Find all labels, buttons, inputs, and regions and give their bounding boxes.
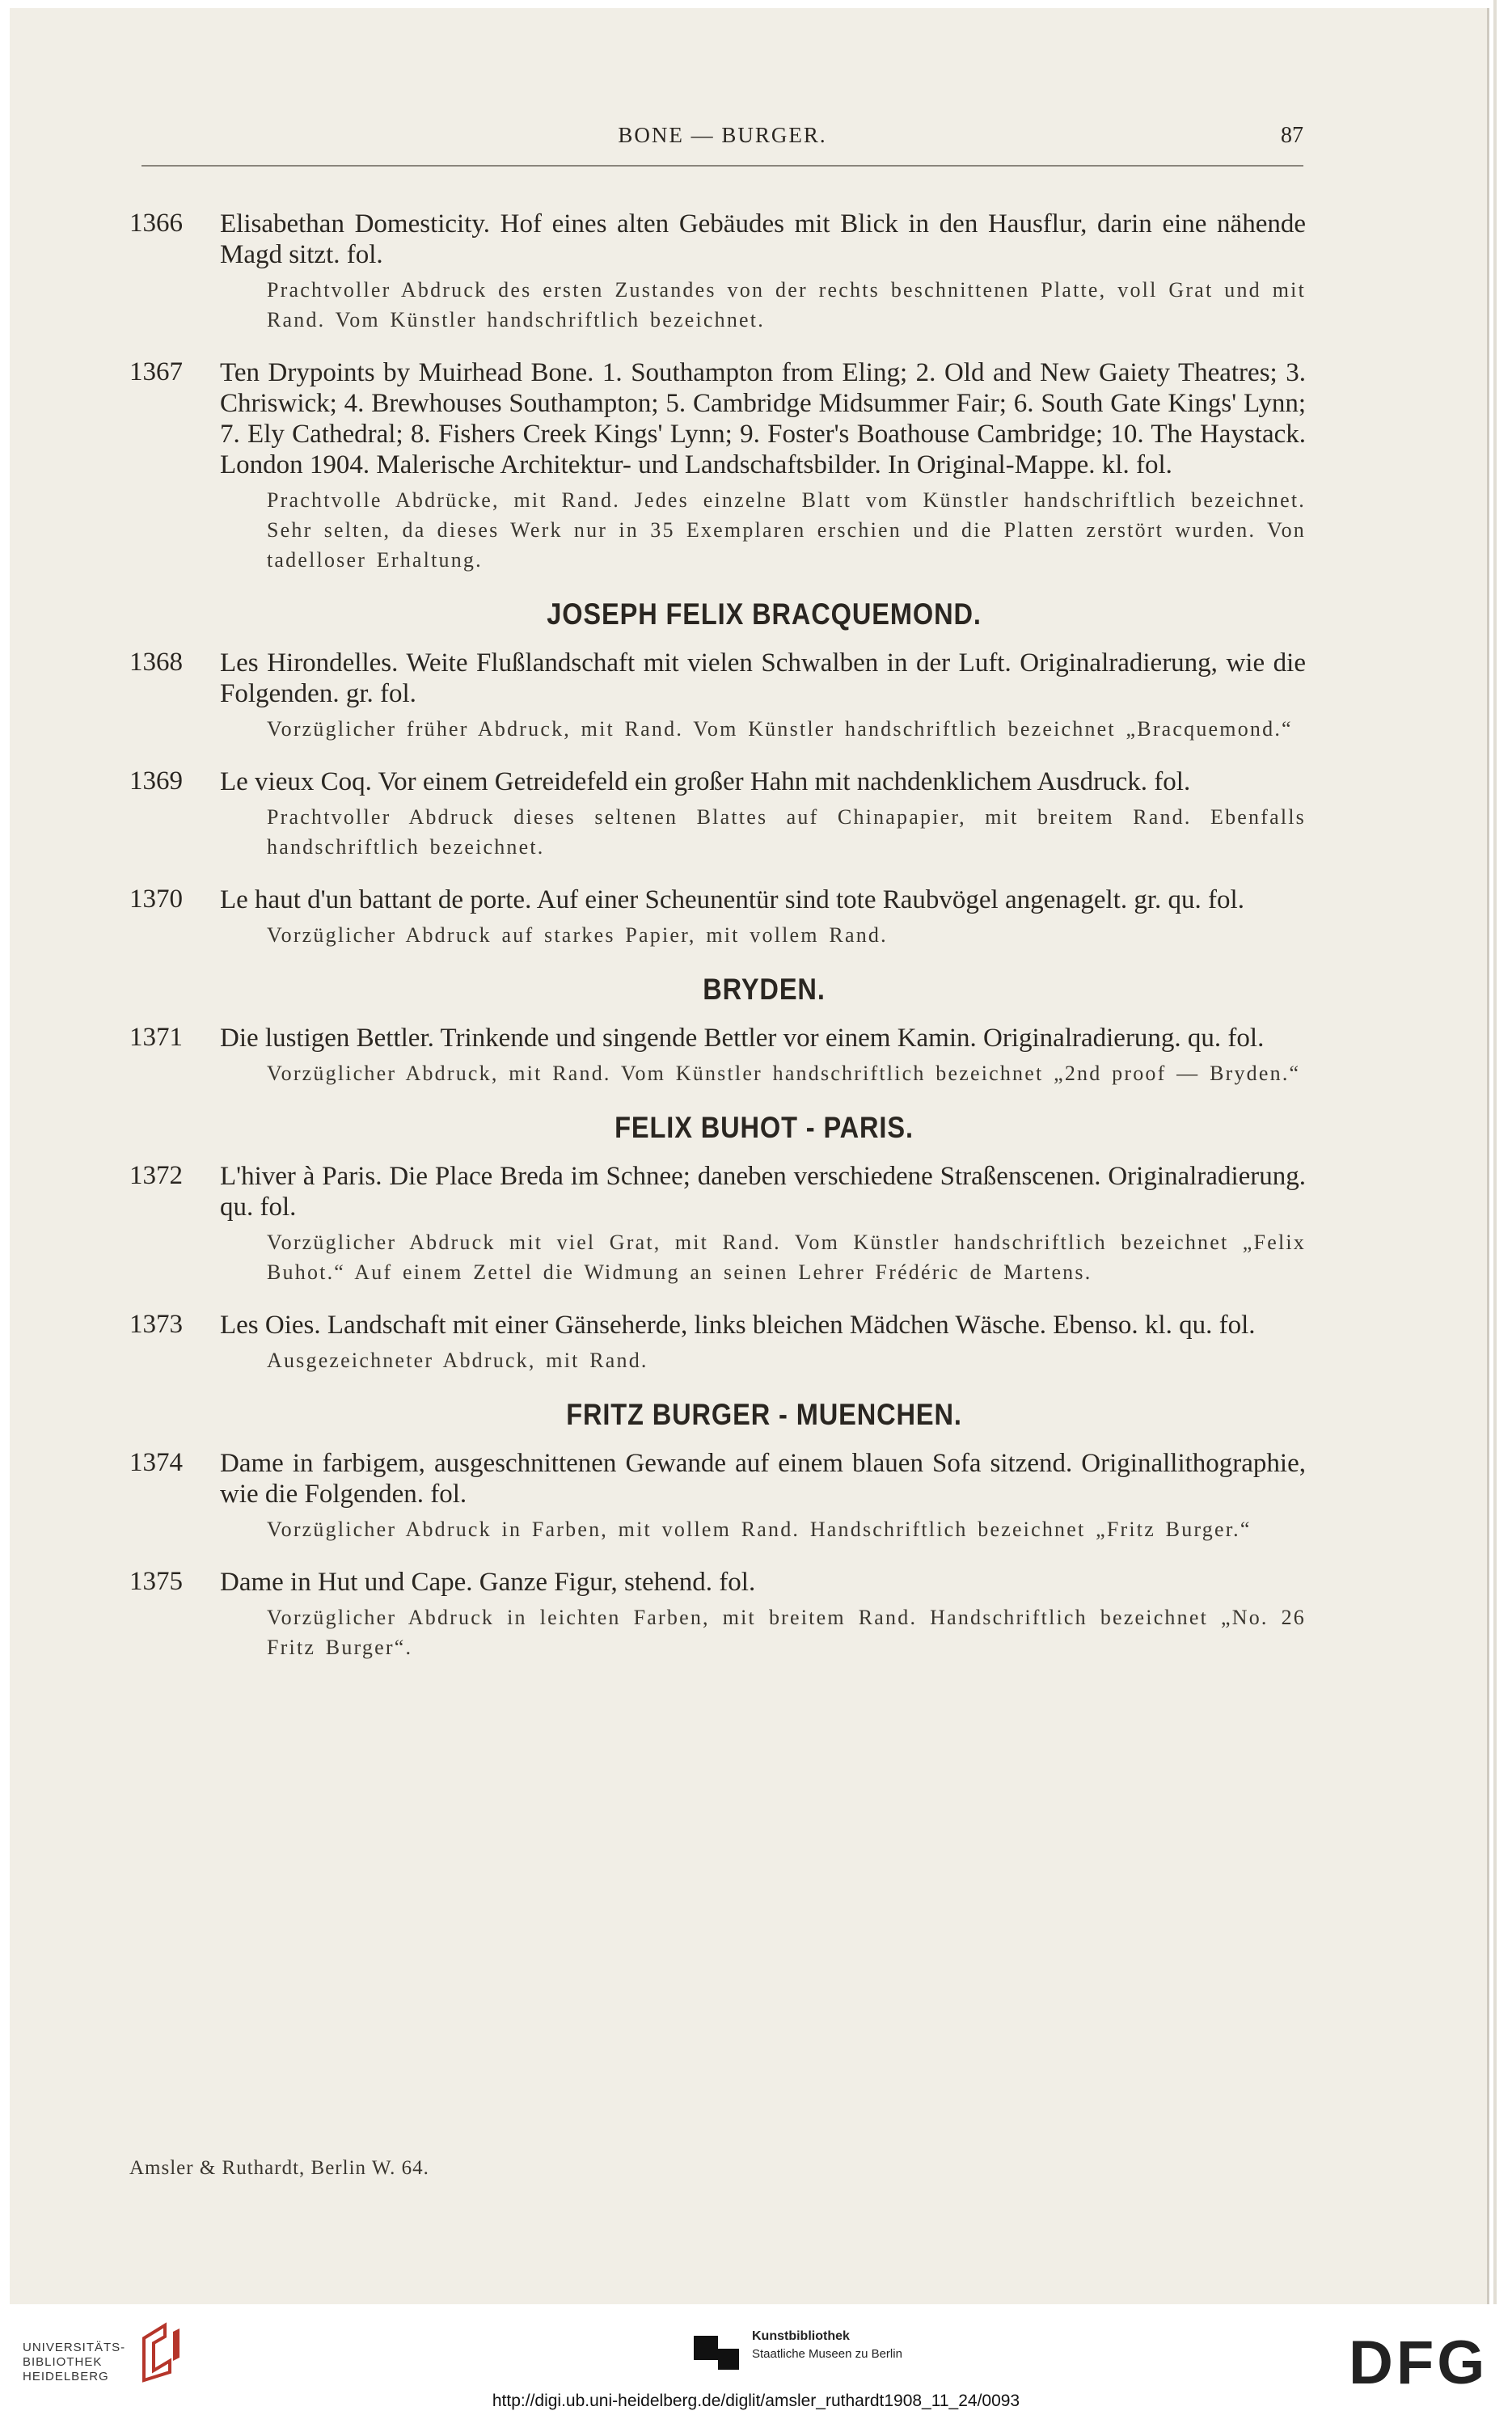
entry-text: Ten Drypoints by Muirhead Bone. 1. Southampton from Eling; 2. Old and New Gaiety Theatres; 3. Chriswick; 4. Brewhouses Southampton; 5. Cambridge Midsummer Fair; 6. South Gate Kings' Lynn; 7. Ely Cathedral; 8. Fishers Creek Kings' Lynn; 9. Foster's Boathouse Cambridge; 10. The Haystack. London 1904. Malerische Architektur- und Landschaftsbilder. In Original-Mappe. kl. fol. bbox=[220, 358, 1306, 479]
running-title: BONE — BURGER. bbox=[618, 123, 827, 147]
entry-text: Les Oies. Landschaft mit einer Gänseherde, links bleichen Mädchen Wäsche. Ebenso. kl. qu. fol. bbox=[220, 1311, 1256, 1340]
section-heading: FRITZ BURGER - MUENCHEN. bbox=[566, 1398, 962, 1431]
entry-note: Vorzüglicher Abdruck in Farben, mit vollem Rand. Handschriftlich bezeichnet „Fritz Burger.“ bbox=[267, 1518, 1252, 1541]
entry-number: 1368 bbox=[129, 648, 183, 677]
entry-number: 1373 bbox=[129, 1310, 183, 1339]
entry-text: Elisabethan Domesticity. Hof eines alten Gebäudes mit Blick in den Hausflur, darin eine nähende Magd sitzt. fol. bbox=[220, 209, 1306, 269]
entry-note: Prachtvoller Abdruck des ersten Zustandes von der rechts beschnittenen Platte, voll Grat und mit Rand. Vom Künstler handschriftlich bezeichnet. bbox=[267, 278, 1306, 331]
catalogue-entry bbox=[129, 1567, 1306, 1662]
university-logo-icon bbox=[137, 2320, 186, 2385]
entry-text: L'hiver à Paris. Die Place Breda im Schnee; daneben verschiedene Straßenscenen. Originalradierung. qu. fol. bbox=[220, 1162, 1306, 1222]
header-rule bbox=[141, 165, 1303, 167]
catalogue-entry bbox=[129, 209, 1306, 335]
entry-number: 1366 bbox=[129, 209, 183, 238]
entry-number: 1374 bbox=[129, 1448, 183, 1477]
catalogue-entry bbox=[129, 766, 1306, 862]
page-edge bbox=[1493, 0, 1497, 2304]
entry-text: Les Hirondelles. Weite Flußlandschaft mit vielen Schwalben in der Luft. Originalradierung, wie die Folgenden. gr. fol. bbox=[220, 648, 1306, 708]
entry-note: Vorzüglicher früher Abdruck, mit Rand. Vom Künstler handschriftlich bezeichnet „Bracquemond.“ bbox=[267, 717, 1293, 741]
catalogue-entry bbox=[129, 1023, 1306, 1088]
catalogue-entry bbox=[129, 1310, 1306, 1375]
entry-text: Dame in farbigem, ausgeschnittenen Gewande auf einem blauen Sofa sitzend. Originallithographie, wie die Folgenden. fol. bbox=[220, 1449, 1306, 1509]
permalink-url[interactable]: http://digi.ub.uni-heidelberg.de/diglit/amsler_ruthardt1908_11_24/0093 bbox=[492, 2392, 1020, 2410]
entry-number: 1367 bbox=[129, 357, 183, 386]
dfg-logo: DFG bbox=[1349, 2328, 1489, 2397]
entry-note: Vorzüglicher Abdruck mit viel Grat, mit Rand. Vom Künstler handschriftlich bezeichnet „Felix Buhot.“ Auf einem Zettel die Widmung an seinen Lehrer Frédéric de Martens. bbox=[267, 1231, 1306, 1284]
university-line: UNIVERSITÄTS- bbox=[23, 2341, 126, 2354]
entry-number: 1370 bbox=[129, 885, 183, 914]
entry-note: Vorzüglicher Abdruck in leichten Farben, mit breitem Rand. Handschriftlich bezeichnet „No. 26 Fritz Burger“. bbox=[267, 1606, 1306, 1659]
entry-text: Die lustigen Bettler. Trinkende und singende Bettler vor einem Kamin. Originalradierung. qu. fol. bbox=[220, 1024, 1265, 1053]
kunstbibliothek-logo-icon bbox=[694, 2324, 744, 2375]
section-heading: BRYDEN. bbox=[703, 973, 826, 1006]
catalogue-entry bbox=[129, 357, 1306, 575]
catalogue-entry bbox=[129, 885, 1306, 950]
kunstbibliothek-subtitle: Staatliche Museen zu Berlin bbox=[752, 2347, 902, 2361]
entry-number: 1375 bbox=[129, 1567, 183, 1596]
catalogue-entry bbox=[129, 648, 1306, 744]
catalogue-entry bbox=[129, 1448, 1306, 1544]
publisher-line: Amsler & Ruthardt, Berlin W. 64. bbox=[129, 2157, 429, 2179]
university-line: HEIDELBERG bbox=[23, 2370, 109, 2383]
university-line: BIBLIOTHEK bbox=[23, 2355, 103, 2369]
university-library-label bbox=[23, 2341, 125, 2384]
entry-note: Ausgezeichneter Abdruck, mit Rand. bbox=[267, 1349, 648, 1372]
running-header bbox=[141, 123, 1303, 168]
kunstbibliothek-label bbox=[752, 2328, 902, 2363]
section-heading: JOSEPH FELIX BRACQUEMOND. bbox=[547, 597, 982, 631]
entry-note: Prachtvolle Abdrücke, mit Rand. Jedes einzelne Blatt vom Künstler handschriftlich bezeichnet. Sehr selten, da dieses Werk nur in 35 Exemplaren erschien und die Platten zerstört wurden. Von tadelloser Erhaltung. bbox=[267, 488, 1306, 572]
catalogue-body bbox=[129, 209, 1306, 1685]
entry-text: Le haut d'un battant de porte. Auf einer Scheunentür sind tote Raubvögel angenagelt. gr. qu. fol. bbox=[220, 885, 1244, 914]
kunstbibliothek-title: Kunstbibliothek bbox=[752, 2329, 850, 2343]
entry-number: 1372 bbox=[129, 1161, 183, 1190]
entry-note: Vorzüglicher Abdruck, mit Rand. Vom Künstler handschriftlich bezeichnet „2nd proof — Bryden.“ bbox=[267, 1062, 1301, 1085]
entry-note: Prachtvoller Abdruck dieses seltenen Blattes auf Chinapapier, mit breitem Rand. Ebenfalls handschriftlich bezeichnet. bbox=[267, 805, 1306, 859]
section-heading: FELIX BUHOT - PARIS. bbox=[615, 1111, 914, 1144]
entry-number: 1371 bbox=[129, 1023, 183, 1052]
entry-note: Vorzüglicher Abdruck auf starkes Papier, mit vollem Rand. bbox=[267, 923, 888, 947]
entry-text: Dame in Hut und Cape. Ganze Figur, stehend. fol. bbox=[220, 1568, 756, 1597]
entry-number: 1369 bbox=[129, 766, 183, 796]
catalogue-entry bbox=[129, 1161, 1306, 1287]
entry-text: Le vieux Coq. Vor einem Getreidefeld ein großer Hahn mit nachdenklichem Ausdruck. fol. bbox=[220, 767, 1191, 796]
page-number: 87 bbox=[1281, 123, 1303, 148]
